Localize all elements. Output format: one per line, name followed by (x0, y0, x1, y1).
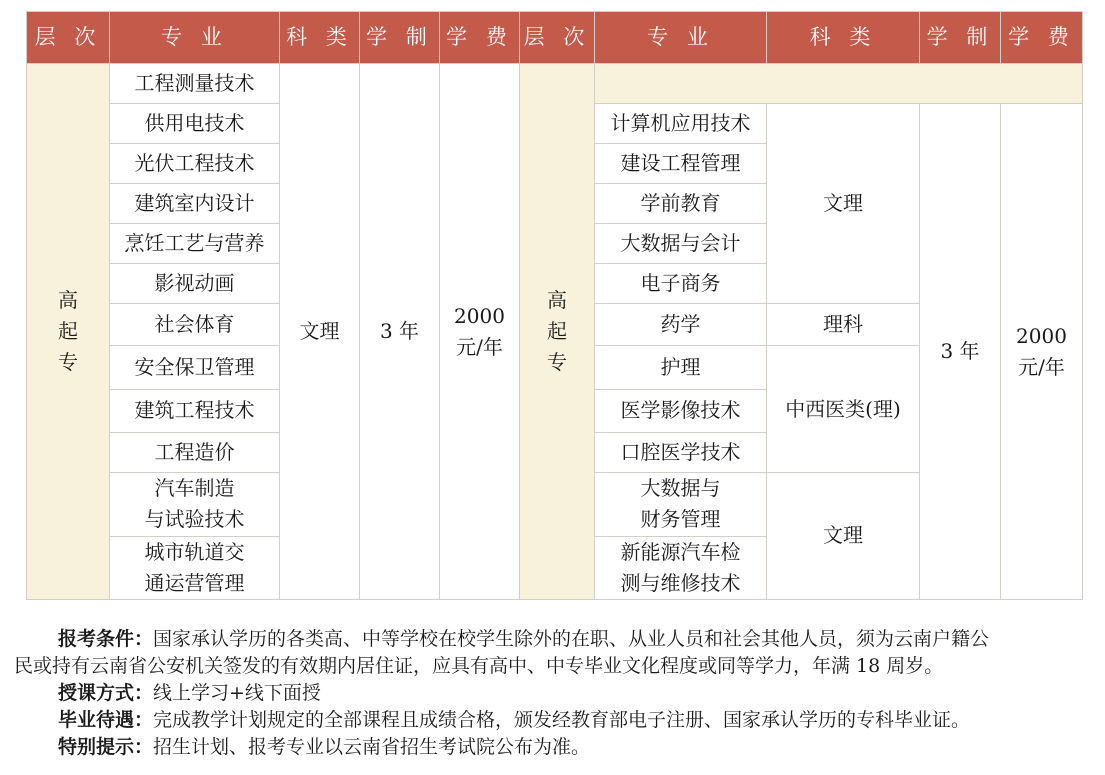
right-major: 学前教育 (595, 184, 767, 224)
left-major: 社会体育 (110, 304, 280, 346)
note-special: 特别提示：招生计划、报考专业以云南省招生考试院公布为准。 (58, 736, 591, 758)
header-fee-right: 学 费 (1001, 12, 1083, 64)
left-major: 建筑工程技术 (110, 389, 280, 432)
header-level-left: 层 次 (27, 12, 110, 64)
header-major-right: 专 业 (595, 12, 767, 64)
header-category-left: 科 类 (280, 12, 360, 64)
right-major: 医学影像技术 (595, 389, 767, 432)
left-major: 工程测量技术 (110, 64, 280, 104)
left-major: 汽车制造 与试验技术 (110, 472, 280, 536)
right-category: 理科 (767, 304, 920, 346)
left-duration: 3 年 (360, 64, 440, 600)
right-fee: 2000 元/年 (1001, 104, 1083, 600)
left-major: 供用电技术 (110, 104, 280, 144)
right-major: 建设工程管理 (595, 144, 767, 184)
right-major: 口腔医学技术 (595, 432, 767, 472)
left-major: 城市轨道交 通运营管理 (110, 536, 280, 599)
right-major: 大数据与会计 (595, 224, 767, 264)
right-major: 护理 (595, 346, 767, 389)
left-major: 影视动画 (110, 264, 280, 304)
right-major: 电子商务 (595, 264, 767, 304)
right-level-cell: 高 起 专 (520, 64, 595, 600)
right-category: 文理 (767, 104, 920, 304)
right-major: 计算机应用技术 (595, 104, 767, 144)
left-level-cell: 高 起 专 (27, 64, 110, 600)
header-duration-right: 学 制 (920, 12, 1001, 64)
majors-table (26, 11, 1083, 600)
header-duration-left: 学 制 (360, 12, 440, 64)
left-major: 烹饪工艺与营养 (110, 224, 280, 264)
header-fee-left: 学 费 (440, 12, 520, 64)
note-requirements-cont: 民或持有云南省公安机关签发的有效期内居住证，应具有高中、中专毕业文化程度或同等学力，年满 18 周岁。 (14, 655, 944, 677)
right-duration: 3 年 (920, 104, 1001, 600)
notes-section (14, 626, 1092, 761)
header-category-right: 科 类 (767, 12, 920, 64)
right-category: 文理 (767, 472, 920, 599)
note-requirements: 报考条件：国家承认学历的各类高、中等学校在校学生除外的在职、从业人员和社会其他人员，须为云南户籍公 (58, 628, 990, 650)
left-major: 安全保卫管理 (110, 346, 280, 389)
header-row (27, 12, 1083, 64)
note-teaching-mode: 授课方式：线上学习+线下面授 (58, 682, 321, 704)
left-fee: 2000 元/年 (440, 64, 520, 600)
left-major: 工程造价 (110, 432, 280, 472)
left-major: 建筑室内设计 (110, 184, 280, 224)
header-level-right: 层 次 (520, 12, 595, 64)
left-major: 光伏工程技术 (110, 144, 280, 184)
left-category: 文理 (280, 64, 360, 600)
right-major: 大数据与 财务管理 (595, 472, 767, 536)
right-major: 药学 (595, 304, 767, 346)
right-category: 中西医类(理) (767, 346, 920, 472)
note-graduation: 毕业待遇：完成教学计划规定的全部课程且成绩合格，颁发经教育部电子注册、国家承认学历的专科毕业证。 (58, 709, 971, 731)
right-top-blank (595, 64, 1083, 104)
table-row (27, 64, 1083, 104)
right-major: 新能源汽车检 测与维修技术 (595, 536, 767, 599)
header-major-left: 专 业 (110, 12, 280, 64)
